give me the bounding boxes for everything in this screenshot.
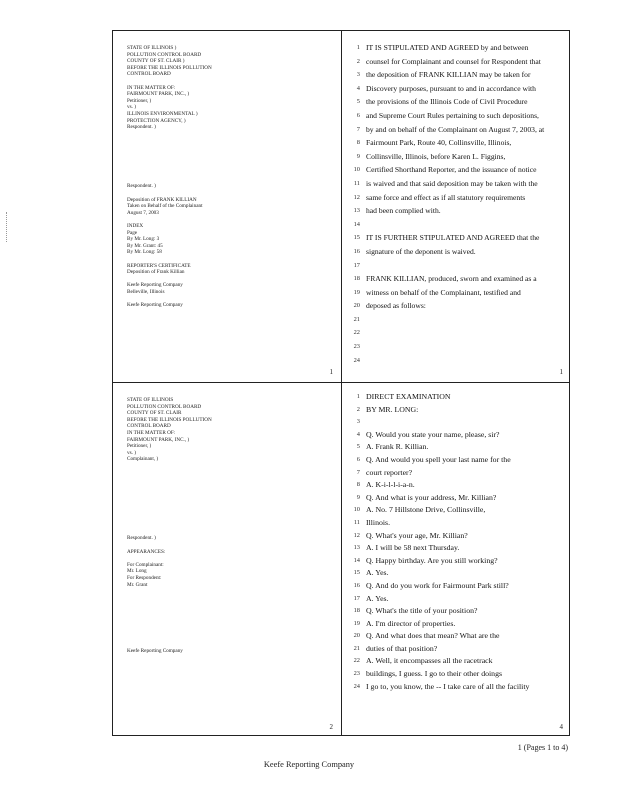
- cover-line: [127, 503, 327, 510]
- line-text: A. I'm director of properties.: [366, 618, 456, 628]
- transcript-line: [342, 580, 571, 593]
- cover-line: For Complainant:: [127, 561, 164, 568]
- transcript-line: [342, 68, 571, 82]
- line-number: 9: [356, 493, 360, 501]
- cover-line: [127, 476, 327, 483]
- line-text: Q. And would you spell your last name for the: [366, 454, 511, 464]
- line-text: same force and effect as if all statutory requirements: [366, 192, 526, 202]
- transcript-line: [342, 643, 571, 656]
- cover-line: IN THE MATTER OF:: [127, 84, 176, 91]
- cover-line: [127, 151, 327, 158]
- line-number: 12: [353, 531, 360, 539]
- page-number-2: 1: [559, 368, 563, 376]
- cover-line: Respondent. ): [127, 183, 156, 190]
- footer-company: Keefe Reporting Company: [263, 760, 355, 769]
- line-number: 16: [353, 581, 360, 589]
- cover-line: [127, 164, 327, 171]
- line-number: 19: [353, 288, 360, 296]
- line-text: A. Well, it encompasses all the racetrack: [366, 656, 493, 666]
- cover-line: Keefe Reporting Company: [127, 282, 183, 289]
- cover-line: vs. ): [127, 104, 136, 111]
- cover-line: FAIRMOUNT PARK, INC., ): [127, 91, 190, 98]
- line-number: 1: [356, 44, 360, 51]
- cover-line: [127, 522, 327, 529]
- line-text: Illinois.: [366, 517, 391, 527]
- cover-line: PROTECTION AGENCY, ): [127, 117, 186, 124]
- line-number: 6: [356, 455, 360, 463]
- cover-line: [127, 615, 327, 622]
- transcript-line: [342, 504, 571, 517]
- page-1-cover: [113, 31, 341, 382]
- cover-line: REPORTER'S CERTIFICATE: [127, 262, 191, 269]
- transcript-line: [342, 542, 571, 555]
- transcript-line: [342, 204, 571, 218]
- line-number: 8: [356, 139, 360, 147]
- line-text: A. K-i-l-l-i-a-n.: [366, 480, 415, 490]
- cover-line: [127, 542, 327, 549]
- line-number: 4: [356, 84, 360, 92]
- line-number: 18: [353, 607, 360, 615]
- line-text: the deposition of FRANK KILLIAN may be taken for: [366, 70, 531, 80]
- cover-line: Page: [127, 229, 138, 236]
- transcript-line: [342, 630, 571, 643]
- line-number: 7: [356, 468, 360, 476]
- line-text: Q. Happy birthday. Are you still working?: [366, 555, 498, 565]
- transcript-line: [342, 429, 571, 442]
- line-text: A. Yes.: [366, 593, 389, 603]
- line-number: 14: [353, 220, 360, 228]
- line-number: 24: [353, 682, 360, 690]
- line-number: 9: [356, 152, 360, 160]
- cover-line: [127, 601, 327, 608]
- cover-line: [127, 144, 327, 151]
- transcript-line: [342, 681, 571, 694]
- cover-line: [127, 621, 327, 628]
- cover-line: APPEARANCES:: [127, 548, 166, 555]
- cover-line: Mr. Grant: [127, 581, 148, 588]
- cover-line: [127, 489, 327, 496]
- line-text: IT IS STIPULATED AND AGREED by and between: [366, 43, 529, 52]
- page-number-4: 4: [559, 723, 563, 731]
- cover-text-1: [127, 45, 327, 309]
- cover-line: POLLUTION CONTROL BOARD: [127, 403, 202, 410]
- page-1-stipulation: [342, 31, 571, 382]
- cover-line: [127, 170, 327, 177]
- transcript-line: [342, 391, 571, 404]
- transcript-lines-4: [342, 391, 571, 693]
- cover-line: COUNTY OF ST. CLAIR: [127, 410, 182, 417]
- cover-line: INDEX: [127, 223, 144, 230]
- cover-line: ILLINOIS ENVIRONMENTAL ): [127, 110, 198, 117]
- line-number: 10: [353, 166, 360, 174]
- line-number: 8: [356, 481, 360, 489]
- transcript-line: [342, 245, 571, 259]
- transcript-line: [342, 441, 571, 454]
- transcript-line: [342, 191, 571, 205]
- transcript-line: [342, 479, 571, 492]
- line-text: by and on behalf of the Complainant on August 7, 2003, at: [366, 124, 545, 134]
- transcript-line: [342, 655, 571, 668]
- cover-line: [127, 628, 327, 635]
- line-text: court reporter?: [366, 467, 413, 477]
- cover-line: [127, 496, 327, 503]
- cover-line: By Mr. Long: 3: [127, 236, 160, 243]
- cover-line: By Mr. Long: 58: [127, 249, 162, 256]
- cover-line: Deposition of Frank Killian: [127, 269, 185, 276]
- cover-line: Deposition of FRANK KILLIAN: [127, 196, 197, 203]
- transcript-line: [342, 177, 571, 191]
- transcript-line: [342, 530, 571, 543]
- transcript-line: [342, 259, 571, 273]
- transcript-line: [342, 326, 571, 340]
- line-number: 13: [353, 544, 360, 552]
- line-number: 11: [353, 518, 360, 526]
- line-number: 11: [353, 179, 360, 187]
- line-text: Q. What's your age, Mr. Killian?: [366, 530, 468, 540]
- transcript-line: [342, 95, 571, 109]
- line-text: FRANK KILLIAN, produced, sworn and examined as a: [366, 274, 537, 284]
- line-text: is waived and that said deposition may be taken with the: [366, 178, 538, 188]
- transcript-line: [342, 299, 571, 313]
- cover-line: CONTROL BOARD: [127, 71, 171, 78]
- line-text: and Supreme Court Rules pertaining to such depositions,: [366, 110, 539, 120]
- line-number: 15: [353, 569, 360, 577]
- line-text: duties of that position?: [366, 643, 438, 653]
- cover-line: POLLUTION CONTROL BOARD: [127, 51, 202, 58]
- line-text: deposed as follows:: [366, 301, 426, 311]
- line-text: Q. And what is your address, Mr. Killian?: [366, 492, 497, 502]
- line-text: counsel for Complainant and counsel for Respondent that: [366, 56, 541, 66]
- line-number: 23: [353, 670, 360, 678]
- line-number: 16: [353, 247, 360, 255]
- transcript-line: [342, 404, 571, 417]
- line-text: witness on behalf of the Complainant, testified and: [366, 287, 521, 297]
- cover-line: By Mr. Grant: 45: [127, 242, 163, 249]
- transcript-line: [342, 286, 571, 300]
- line-number: 21: [353, 644, 360, 652]
- transcript-line: [342, 218, 571, 232]
- transcript-line: [342, 605, 571, 618]
- transcript-line: [342, 82, 571, 96]
- line-text: Certified Shorthand Reporter, and the issuance of notice: [366, 165, 537, 175]
- line-number: 19: [353, 619, 360, 627]
- transcript-line: [342, 272, 571, 286]
- cover-line: IN THE MATTER OF:: [127, 429, 176, 436]
- transcript-line: [342, 41, 571, 55]
- transcript-line: [342, 354, 571, 368]
- line-text: BY MR. LONG:: [366, 404, 419, 414]
- cover-line: [127, 588, 327, 595]
- line-number: 3: [356, 71, 360, 79]
- cover-line: BEFORE THE ILLINOIS POLLUTION: [127, 416, 212, 423]
- transcript-line: [342, 123, 571, 137]
- line-text: Discovery purposes, pursuant to and in accordance with: [366, 83, 536, 93]
- cover-line: For Respondent:: [127, 575, 162, 582]
- cover-line: [127, 509, 327, 516]
- line-text: A. Yes.: [366, 568, 389, 578]
- transcript-line: [342, 492, 571, 505]
- cover-line: [127, 608, 327, 615]
- cover-line: CONTROL BOARD: [127, 423, 171, 430]
- line-text: Q. What's the title of your position?: [366, 606, 478, 616]
- cover-line: [127, 463, 327, 470]
- line-number: 7: [356, 125, 360, 133]
- cover-line: Mr. Long: [127, 568, 147, 575]
- cover-line: [127, 190, 327, 197]
- line-number: 1: [356, 393, 360, 400]
- cover-line: [127, 555, 327, 562]
- cover-line: [127, 483, 327, 490]
- cover-line: Respondent. ): [127, 124, 156, 131]
- cover-line: [127, 78, 327, 85]
- transcript-line: [342, 109, 571, 123]
- page-number-3: 2: [329, 723, 333, 731]
- transcript-line: [342, 555, 571, 568]
- transcript-line: [342, 231, 571, 245]
- cover-line: Complainant, ): [127, 456, 159, 463]
- transcript-line: [342, 340, 571, 354]
- line-number: 12: [353, 193, 360, 201]
- line-text: Q. Would you state your name, please, sir?: [366, 429, 500, 439]
- line-number: 14: [353, 556, 360, 564]
- transcript-line: [342, 150, 571, 164]
- page-number-1: 1: [329, 368, 333, 376]
- transcript-line: [342, 136, 571, 150]
- cover-line: Petitioner, ): [127, 97, 152, 104]
- line-number: 6: [356, 111, 360, 119]
- line-number: 23: [353, 343, 360, 351]
- line-number: 4: [356, 430, 360, 438]
- cover-line: STATE OF ILLINOIS ): [127, 45, 177, 51]
- line-number: 17: [353, 261, 360, 269]
- line-text: signature of the deponent is waived.: [366, 246, 476, 256]
- cover-line: Keefe Reporting Company: [127, 647, 183, 654]
- line-number: 22: [353, 657, 360, 665]
- line-text: A. No. 7 Hillstone Drive, Collinsville,: [366, 505, 486, 515]
- transcript-line: [342, 55, 571, 69]
- line-text: DIRECT EXAMINATION: [366, 392, 451, 401]
- line-number: 24: [353, 356, 360, 364]
- line-text: Fairmount Park, Route 40, Collinsville, Illinois,: [366, 138, 512, 148]
- margin-mark: [6, 212, 8, 242]
- line-number: 18: [353, 275, 360, 283]
- line-number: 10: [353, 506, 360, 514]
- cover-line: [127, 634, 327, 641]
- transcript-line: [342, 163, 571, 177]
- line-text: A. Frank R. Killian.: [366, 442, 429, 452]
- cover-line: [127, 256, 327, 263]
- cover-line: [127, 216, 327, 223]
- line-number: 3: [356, 418, 360, 426]
- transcript-line: [342, 416, 571, 429]
- page-2-cover: [113, 383, 341, 737]
- line-text: A. I will be 58 next Thursday.: [366, 543, 460, 553]
- line-text: IT IS FURTHER STIPULATED AND AGREED that the: [366, 233, 540, 243]
- transcript-line: [342, 668, 571, 681]
- cover-line: Taken on Behalf of the Complainant: [127, 203, 203, 210]
- line-number: 2: [356, 405, 360, 413]
- cover-line: [127, 177, 327, 184]
- line-number: 20: [353, 632, 360, 640]
- cover-line: COUNTY OF ST. CLAIR ): [127, 58, 185, 65]
- line-number: 5: [356, 98, 360, 106]
- cover-line: Respondent. ): [127, 535, 156, 542]
- line-text: buildings, I guess. I go to their other doings: [366, 669, 502, 679]
- line-number: 2: [356, 57, 360, 65]
- transcript-line: [342, 517, 571, 530]
- line-text: the provisions of the Illinois Code of Civil Procedure: [366, 97, 528, 107]
- line-text: Collinsville, Illinois, before Karen L. Figgins,: [366, 151, 506, 161]
- cover-line: [127, 595, 327, 602]
- cover-line: FAIRMOUNT PARK, INC., ): [127, 436, 190, 443]
- cover-line: Keefe Reporting Company: [127, 302, 183, 309]
- transcript-line: [342, 313, 571, 327]
- transcript-line: [342, 618, 571, 631]
- page-range: 1 (Pages 1 to 4): [517, 743, 568, 752]
- cover-line: [127, 131, 327, 138]
- line-text: had been complied with.: [366, 206, 441, 216]
- line-text: I go to, you know, the -- I take care of all the facility: [366, 681, 530, 691]
- line-number: 21: [353, 315, 360, 323]
- cover-line: Petitioner, ): [127, 443, 152, 450]
- transcript-line: [342, 454, 571, 467]
- cover-line: [127, 529, 327, 536]
- transcript-frame: [112, 30, 570, 736]
- cover-line: [127, 157, 327, 164]
- cover-line: Belleville, Illinois: [127, 288, 165, 295]
- line-text: Q. And what does that mean? What are the: [366, 631, 500, 641]
- line-number: 20: [353, 302, 360, 310]
- cover-line: STATE OF ILLINOIS: [127, 397, 174, 403]
- transcript-lines-2: [342, 41, 571, 367]
- line-number: 5: [356, 443, 360, 451]
- transcript-line: [342, 467, 571, 480]
- page-4-examination: [342, 383, 571, 737]
- cover-line: [127, 137, 327, 144]
- cover-line: August 7, 2003: [127, 209, 159, 216]
- cover-line: [127, 641, 327, 648]
- cover-line: vs. ): [127, 449, 136, 456]
- line-text: Q. And do you work for Fairmount Park still?: [366, 580, 509, 590]
- cover-line: BEFORE THE ILLINOIS POLLUTION: [127, 64, 212, 71]
- cover-line: [127, 516, 327, 523]
- transcript-line: [342, 593, 571, 606]
- cover-line: [127, 470, 327, 477]
- cover-text-3: [127, 397, 327, 654]
- line-number: 22: [353, 329, 360, 337]
- transcript-line: [342, 567, 571, 580]
- line-number: 15: [353, 234, 360, 242]
- line-number: 13: [353, 207, 360, 215]
- line-number: 17: [353, 594, 360, 602]
